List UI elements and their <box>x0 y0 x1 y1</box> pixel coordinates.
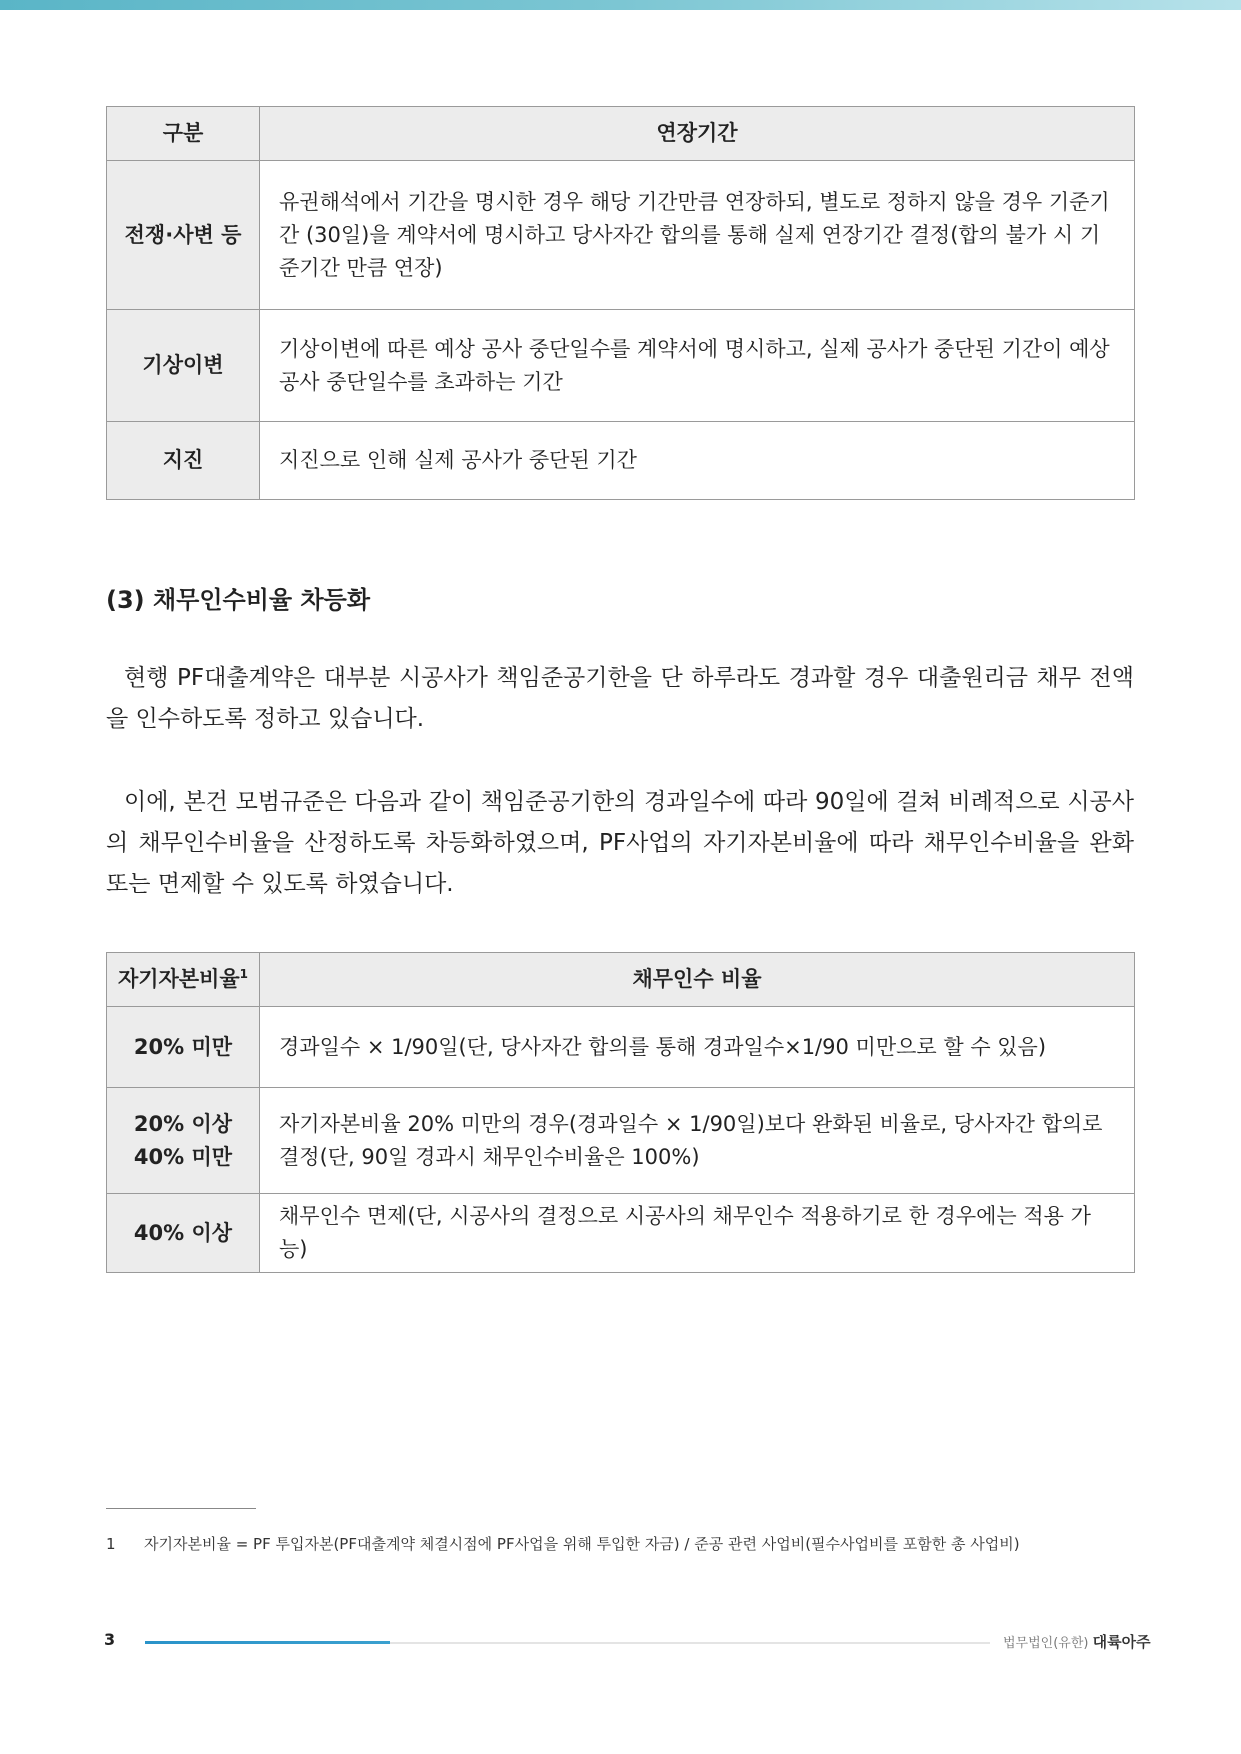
table-header-extension-period: 연장기간 <box>260 107 1135 161</box>
firm-logo <box>1003 1631 1151 1652</box>
row-label-line: 40% 미만 <box>133 1144 233 1169</box>
firm-name: 대륙아주 <box>1092 1633 1151 1651</box>
row-label: 전쟁·사변 등 <box>107 161 260 310</box>
extension-period-table <box>106 106 1135 500</box>
table-row <box>107 1088 1135 1194</box>
section-title: (3) 채무인수비율 차등화 <box>106 586 371 614</box>
table-row <box>107 1007 1135 1088</box>
table-row <box>107 422 1135 500</box>
row-text: 경과일수 × 1/90일(단, 당사자간 합의를 통해 경과일수×1/90 미만으로 할 수 있음) <box>260 1007 1135 1088</box>
row-text: 지진으로 인해 실제 공사가 중단된 기간 <box>260 422 1135 500</box>
row-label <box>107 1088 260 1194</box>
table-header-debt-ratio: 채무인수 비율 <box>260 953 1135 1007</box>
table-header-category: 구분 <box>107 107 260 161</box>
row-text: 채무인수 면제(단, 시공사의 결정으로 시공사의 채무인수 적용하기로 한 경우에는 적용 가능) <box>260 1194 1135 1273</box>
footnote-divider <box>106 1508 256 1509</box>
row-label: 기상이변 <box>107 310 260 422</box>
row-label <box>107 1194 260 1273</box>
footnote-marker[interactable]: 1 <box>239 967 249 981</box>
row-text: 유권해석에서 기간을 명시한 경우 해당 기간만큼 연장하되, 별도로 정하지 않을 경우 기준기간 (30일)을 계약서에 명시하고 당사자간 합의를 통해 실제 연장기간 결정(합의 불가 시 기준기간 만큼 연장) <box>260 161 1135 310</box>
row-text: 자기자본비율 20% 미만의 경우(경과일수 × 1/90일)보다 완화된 비율로, 당사자간 합의로 결정(단, 90일 경과시 채무인수비율은 100%) <box>260 1088 1135 1194</box>
firm-prefix: 법무법인(유한) <box>1003 1636 1089 1651</box>
row-text: 기상이변에 따른 예상 공사 중단일수를 계약서에 명시하고, 실제 공사가 중단된 기간이 예상 공사 중단일수를 초과하는 기간 <box>260 310 1135 422</box>
row-label-line: 20% 미만 <box>133 1034 233 1059</box>
footnote-text: 자기자본비율 = PF 투입자본(PF대출계약 체결시점에 PF사업을 위해 투입한 자금) / 준공 관련 사업비(필수사업비를 포함한 총 사업비) <box>144 1535 1020 1553</box>
header-equity-ratio-label: 자기자본비율 <box>117 967 240 991</box>
row-label: 지진 <box>107 422 260 500</box>
footnote <box>106 1533 1020 1554</box>
footer-rule-accent <box>145 1641 390 1644</box>
paragraph: 이에, 본건 모범규준은 다음과 같이 책임준공기한의 경과일수에 따라 90일에 걸쳐 비례적으로 시공사의 채무인수비율을 산정하도록 차등화하였으며, PF사업의 자기자본비율에 따라 채무인수비율을 완화 또는 면제할 수 있도록 하였습니다. <box>106 789 1134 897</box>
row-label <box>107 1007 260 1088</box>
top-decorative-bar <box>0 0 1241 10</box>
table-row <box>107 310 1135 422</box>
footnote-number: 1 <box>106 1535 116 1553</box>
table-row <box>107 161 1135 310</box>
paragraph: 현행 PF대출계약은 대부분 시공사가 책임준공기한을 단 하루라도 경과할 경우 대출원리금 채무 전액을 인수하도록 정하고 있습니다. <box>106 665 1134 732</box>
row-label-line: 40% 이상 <box>133 1220 233 1245</box>
table-header-row <box>107 107 1135 161</box>
debt-assumption-ratio-table <box>106 952 1135 1273</box>
page-number: 3 <box>104 1630 116 1649</box>
table-row <box>107 1194 1135 1273</box>
table-header-row <box>107 953 1135 1007</box>
row-label-line: 20% 이상 <box>133 1111 233 1136</box>
table-header-equity-ratio <box>107 953 260 1007</box>
